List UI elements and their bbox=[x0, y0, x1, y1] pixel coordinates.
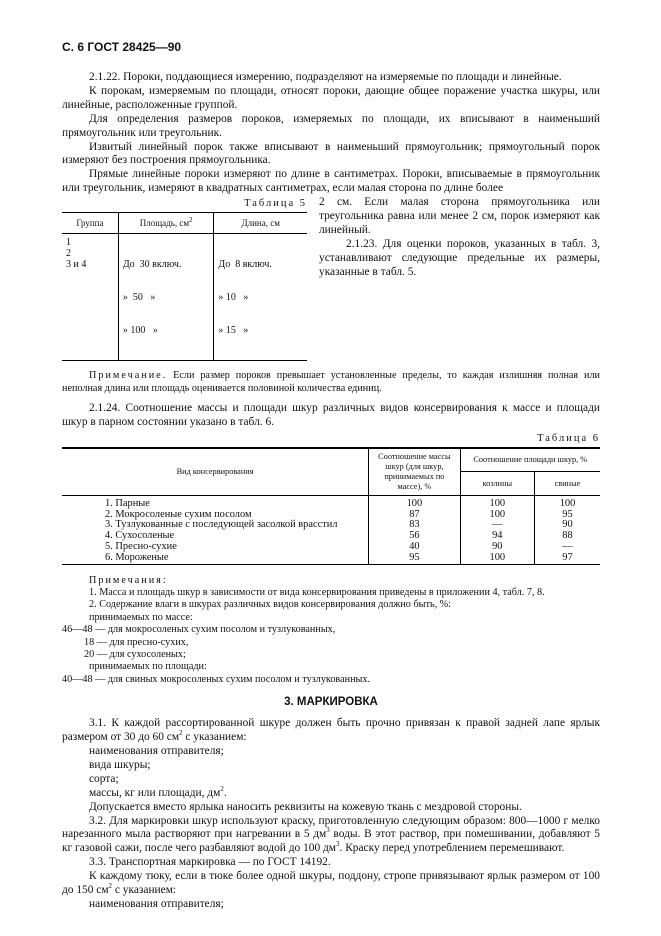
text: 3.1. К каждой рассортированной шкуре должен быть прочно привязан к правой задней лапе ярлык размером от 30 до 60 см bbox=[62, 717, 600, 744]
table-cell: 97 bbox=[535, 553, 601, 564]
note-line: 20 — для сухосоленых; bbox=[84, 649, 186, 660]
table-row bbox=[62, 553, 600, 564]
text: с указанием: bbox=[112, 884, 177, 897]
cell-line: 2 bbox=[66, 248, 71, 260]
table-cell: 40 bbox=[369, 542, 460, 553]
table-cell bbox=[118, 234, 214, 361]
table-cell: — bbox=[460, 520, 534, 531]
superscript: 2 bbox=[189, 216, 193, 225]
note-line: 46—48 — для мокросоленых сухим посолом и тузлукованных, bbox=[62, 624, 336, 636]
table-cell: 5. Пресно-сухие bbox=[105, 540, 177, 552]
section-title: 3. МАРКИРОВКА bbox=[284, 696, 378, 709]
note-1 bbox=[62, 370, 600, 395]
table-cell: 4. Сухосоленые bbox=[105, 530, 175, 542]
cell-line: 3 и 4 bbox=[66, 259, 87, 271]
text: 3.2. Для маркировки шкур используют краску, приготовленную следующим образом: 800—1000 г мелко нарезанного мыла растворяют при нагревании в 5 дм bbox=[62, 814, 600, 841]
table-cell: 1. Парные bbox=[105, 497, 150, 509]
note-line: 2. Содержание влаги в шкурах различных видов консервирования должно быть, %: bbox=[89, 599, 451, 611]
text: К каждому тюку, если в тюке более одной шкуры, поддону, стропе привязывают ярлык размером от 100 до 150 см bbox=[62, 870, 600, 897]
paragraph: Прямые линейные пороки измеряют по длине в сантиметрах. Пороки, вписываемые в прямоугольник или треугольник, измеряют в квадратных сантиметрах, если малая сторона по длине более bbox=[62, 168, 600, 195]
paragraph: Для определения размеров пороков, измеряемых по площади, их вписывают в наименьший прямоугольник или треугольник. bbox=[62, 112, 600, 139]
table-cell: 100 bbox=[460, 553, 534, 564]
cell-line: До 30 включ. bbox=[122, 259, 182, 271]
table-cell bbox=[214, 234, 307, 361]
note-line: принимаемых по массе: bbox=[89, 611, 193, 623]
note-label: Примечание. bbox=[89, 370, 168, 382]
list-item: наименования отправителя; bbox=[89, 745, 224, 758]
cell-line: До 8 включ. bbox=[218, 259, 272, 271]
column-header: Вид консервирования bbox=[62, 448, 369, 496]
column-header bbox=[118, 213, 214, 234]
paragraph-3-3: 3.3. Транспортная маркировка — по ГОСТ 14192. bbox=[89, 856, 331, 869]
table-cell: 56 bbox=[369, 531, 460, 542]
page-header: С. 6 ГОСТ 28425—90 bbox=[62, 40, 182, 54]
paragraph-2-1-22: 2.1.22. Пороки, поддающиеся измерению, подразделяют на измеряемые по площади и линейные. bbox=[89, 71, 562, 83]
table-cell: 90 bbox=[460, 542, 534, 553]
text: воды. В этот раствор, при помешивании, добавляют 5 кг газовой сажи, после чего разбавляют водой до 100 дм bbox=[62, 828, 600, 855]
text: с указанием: bbox=[182, 731, 247, 744]
table-header-row bbox=[62, 448, 600, 472]
paragraph-2-1-23: 2.1.23. Для оценки пороков, указанных в табл. 3, устанавливают следующие предельные их размеры, указанные в табл. 5. bbox=[319, 237, 600, 278]
table-cell: 95 bbox=[535, 510, 601, 521]
superscript: 3 bbox=[326, 826, 330, 835]
note-line: 18 — для пресно-сухих, bbox=[84, 636, 189, 648]
table-cell: 2. Мокросоленые сухим посолом bbox=[105, 508, 252, 520]
paragraph: К порокам, измеряемым по площади, относят пороки, дающие общее поражение участка шкуры, или линейные, расположенные группой. bbox=[62, 84, 600, 111]
cell-line: » 50 » bbox=[122, 292, 156, 304]
table-cell: 100 bbox=[535, 495, 601, 509]
table-cell: 100 bbox=[369, 495, 460, 509]
list-item bbox=[62, 784, 600, 801]
table-cell: 100 bbox=[460, 495, 534, 509]
document-page bbox=[62, 40, 600, 912]
table-cell: 88 bbox=[535, 531, 601, 542]
table-cell: 90 bbox=[535, 520, 601, 531]
note-line: 1. Масса и площадь шкур в зависимости от вида консервирования приведены в приложении 4, табл. 7, 8. bbox=[89, 586, 545, 598]
superscript: 2 bbox=[108, 882, 113, 891]
note-text: Если размер пороков превышает установленные пределы, то каждая излишняя полная или неполная длина или площадь оценивается половиной количества единиц. bbox=[62, 370, 600, 394]
superscript: 2 bbox=[179, 729, 183, 738]
table-cell: 87 bbox=[369, 510, 460, 521]
superscript: 3 bbox=[336, 840, 340, 849]
cell-line: » 100 » bbox=[122, 325, 158, 337]
superscript: 2 bbox=[220, 784, 224, 793]
table-cell: 83 bbox=[369, 520, 460, 531]
column-header: козлины bbox=[460, 472, 534, 495]
note-line: 40—48 — для свиных мокросоленых сухим посолом и тузлукованных. bbox=[62, 673, 371, 685]
notes-2 bbox=[62, 575, 600, 687]
table-6-caption: Таблица 6 bbox=[537, 432, 600, 444]
table-5-block bbox=[62, 197, 307, 361]
table-row bbox=[62, 234, 307, 361]
paragraph-3-1 bbox=[62, 717, 600, 745]
column-header: Соотношение массы шкур (для шкур, принимаемых по массе), % bbox=[369, 448, 460, 496]
table-cell bbox=[62, 234, 118, 361]
paragraph-3-2 bbox=[62, 815, 600, 857]
cell-line: » 15 » bbox=[218, 325, 249, 337]
table-header-row bbox=[62, 213, 307, 234]
paragraph-wrap: 2 см. Если малая сторона прямоугольника или треугольника равна или менее 2 см, порок измеряют как линейный. bbox=[319, 196, 600, 236]
paragraph-2-1-24: 2.1.24. Соотношение массы и площади шкур различных видов консервирования к массе и площади шкур в парном состоянии указано в табл. 6. bbox=[62, 401, 600, 428]
notes-label: Примечания: bbox=[89, 574, 168, 586]
column-header: Длина, см bbox=[214, 213, 307, 234]
table-5 bbox=[62, 212, 307, 361]
header-text: Площадь, см bbox=[139, 218, 190, 229]
list-item: наименования отправителя; bbox=[89, 898, 224, 910]
cell-line: 1 bbox=[66, 237, 71, 249]
column-header: свиные bbox=[535, 472, 601, 495]
text: . Краску перед употреблением перемешивают. bbox=[339, 842, 565, 855]
table-5-caption: Таблица 5 bbox=[244, 198, 307, 210]
table-row bbox=[62, 495, 600, 509]
table-cell: 6. Мороженые bbox=[62, 553, 369, 564]
column-header: Группа bbox=[62, 213, 118, 234]
list-item: вида шкуры; bbox=[89, 758, 151, 771]
table-cell: 100 bbox=[460, 510, 534, 521]
paragraph: Извитый линейный порок также вписывают в наименьший прямоугольник; прямоугольный порок измеряют без построения прямоугольника. bbox=[62, 140, 600, 167]
table-cell: — bbox=[535, 542, 601, 553]
note-line: принимаемых по площади: bbox=[89, 661, 207, 673]
table-cell: 94 bbox=[460, 531, 534, 542]
text: массы, кг или площади, дм bbox=[89, 786, 221, 799]
list-item: сорта; bbox=[89, 772, 119, 785]
table-6 bbox=[62, 447, 600, 565]
table-cell: 95 bbox=[369, 553, 460, 564]
paragraph bbox=[62, 870, 600, 898]
column-header: Соотношение площади шкур, % bbox=[460, 448, 600, 472]
cell-line: » 10 » bbox=[218, 292, 249, 304]
table-cell: 3. Тузлукованные с последующей засолкой врасстил bbox=[105, 519, 338, 531]
text: . bbox=[223, 786, 227, 799]
paragraph: Допускается вместо ярлыка наносить реквизиты на кожевую ткань с мездровой стороны. bbox=[89, 800, 522, 813]
